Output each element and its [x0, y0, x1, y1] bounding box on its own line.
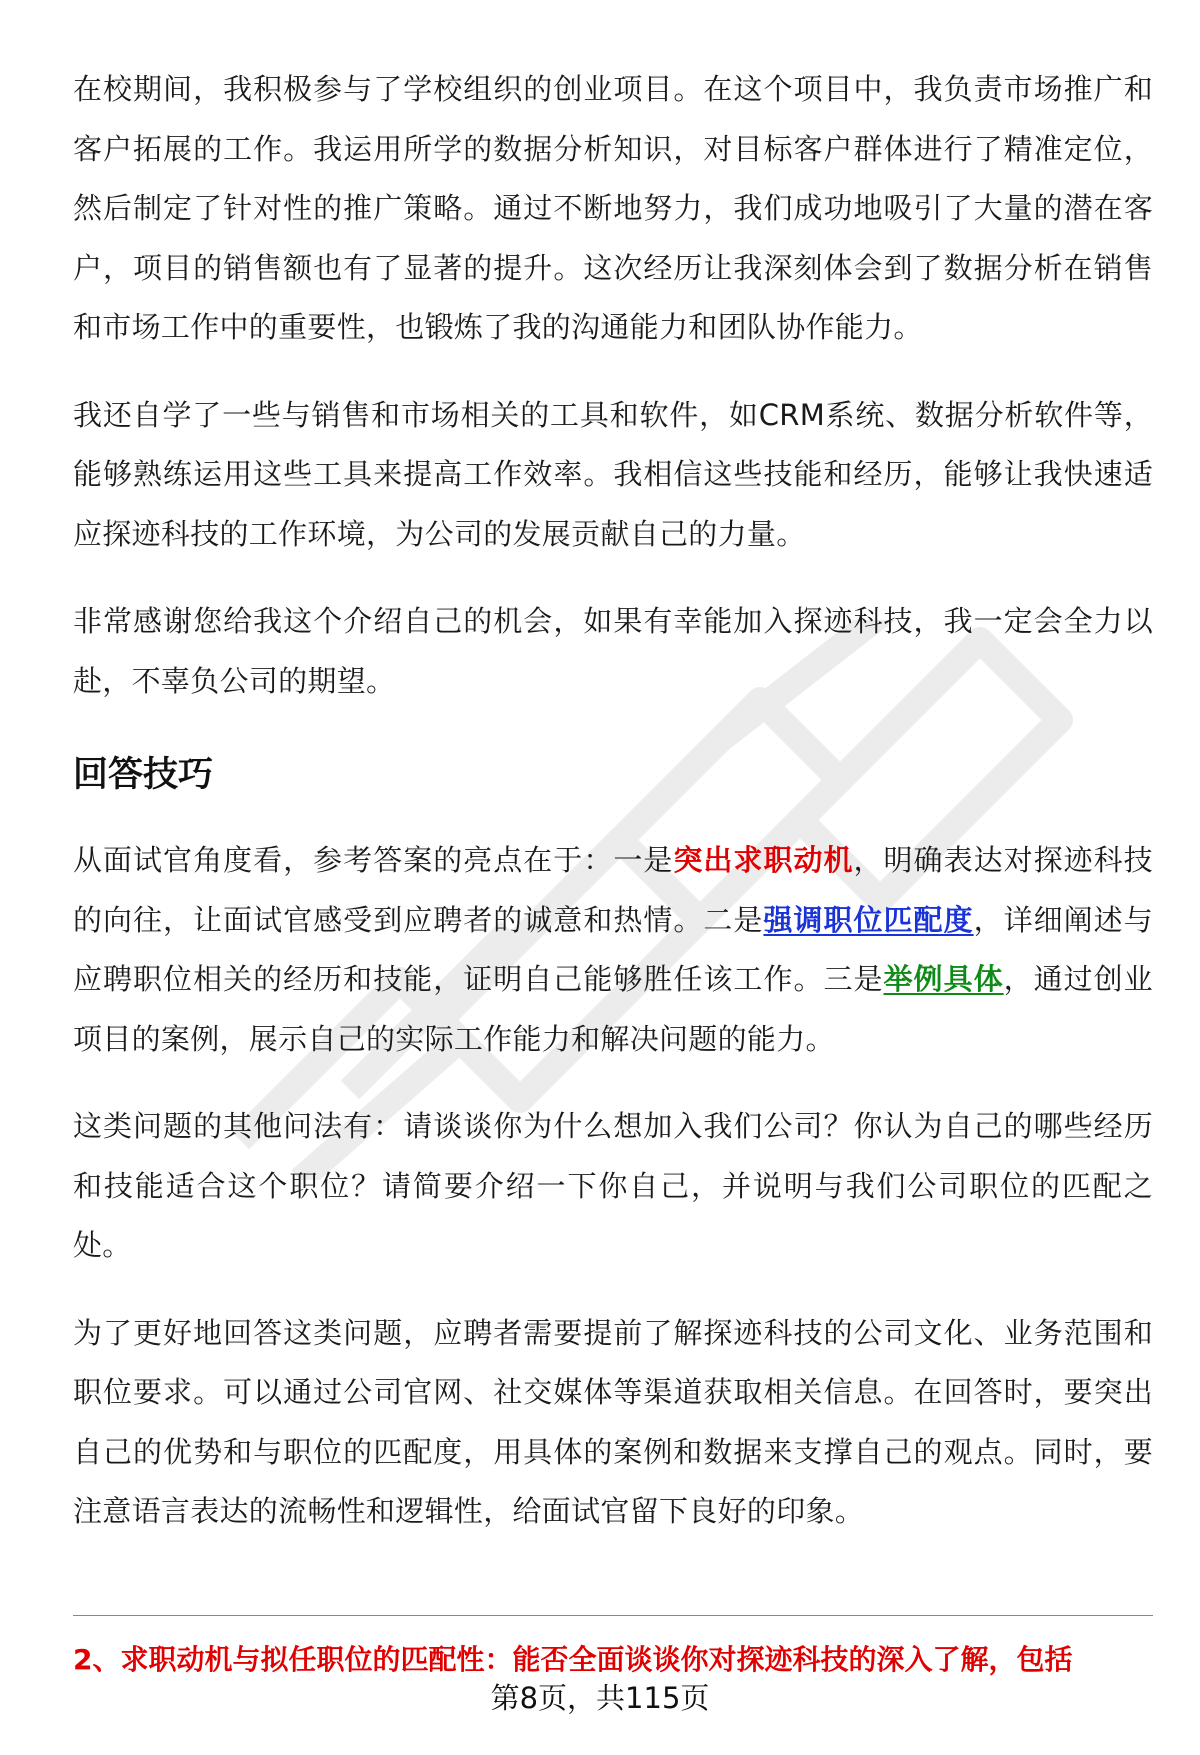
tips-text-c: ，详细阐述与应聘职位相关的经历和技能，证明自己能够胜任该工作。三是 [73, 902, 1153, 996]
next-question-heading: 2、求职动机与拟任职位的匹配性：能否全面谈谈你对探迹科技的深入了解，包括 [73, 1643, 1073, 1676]
highlight-motivation: 突出求职动机 [673, 843, 854, 877]
paragraph-answer-advice: 为了更好地回答这类问题，应聘者需要提前了解探迹科技的公司文化、业务范围和职位要求。可以通过公司官网、社交媒体等渠道获取相关信息。在回答时，要突出自己的优势和与职位的匹配度，用具体的案例和数据来支撑自己的观点。同时，要注意语言表达的流畅性和逻辑性，给面试官留下良好的印象。 [73, 1315, 1153, 1528]
page-number: 第8页，共115页 [490, 1681, 710, 1715]
tips-text-a: 从面试官角度看，参考答案的亮点在于：一是 [73, 843, 674, 877]
section-divider [73, 1615, 1153, 1616]
paragraph-thanks: 非常感谢您给我这个介绍自己的机会，如果有幸能加入探迹科技，我一定会全力以赴，不辜负公司的期望。 [73, 604, 1153, 698]
highlight-job-match: 强调职位匹配度 [763, 902, 974, 937]
paragraph-alternative-questions: 这类问题的其他问法有：请谈谈你为什么想加入我们公司？你认为自己的哪些经历和技能适合这个职位？请简要介绍一下你自己，并说明与我们公司职位的匹配之处。 [73, 1109, 1153, 1262]
tips-text-b: ，明确表达对探迹科技的向往，让面试官感受到应聘者的诚意和热情。二是 [73, 843, 1153, 937]
paragraph-tips-highlights [73, 831, 1153, 1069]
highlight-specific-examples: 举例具体 [883, 962, 1004, 996]
paragraph-project-experience: 在校期间，我积极参与了学校组织的创业项目。在这个项目中，我负责市场推广和客户拓展的工作。我运用所学的数据分析知识，对目标客户群体进行了精准定位，然后制定了针对性的推广策略。通过不断地努力，我们成功地吸引了大量的潜在客户，项目的销售额也有了显著的提升。这次经历让我深刻体会到了数据分析在销售和市场工作中的重要性，也锻炼了我的沟通能力和团队协作能力。 [73, 72, 1153, 344]
paragraph-tools-skills: 我还自学了一些与销售和市场相关的工具和软件，如CRM系统、数据分析软件等，能够熟练运用这些工具来提高工作效率。我相信这些技能和经历，能够让我快速适应探迹科技的工作环境，为公司的发展贡献自己的力量。 [73, 397, 1153, 551]
tips-text-d: ，通过创业项目的案例，展示自己的实际工作能力和解决问题的能力。 [73, 962, 1153, 1056]
document-body [73, 60, 1153, 1542]
section-title: 回答技巧 [73, 755, 214, 795]
